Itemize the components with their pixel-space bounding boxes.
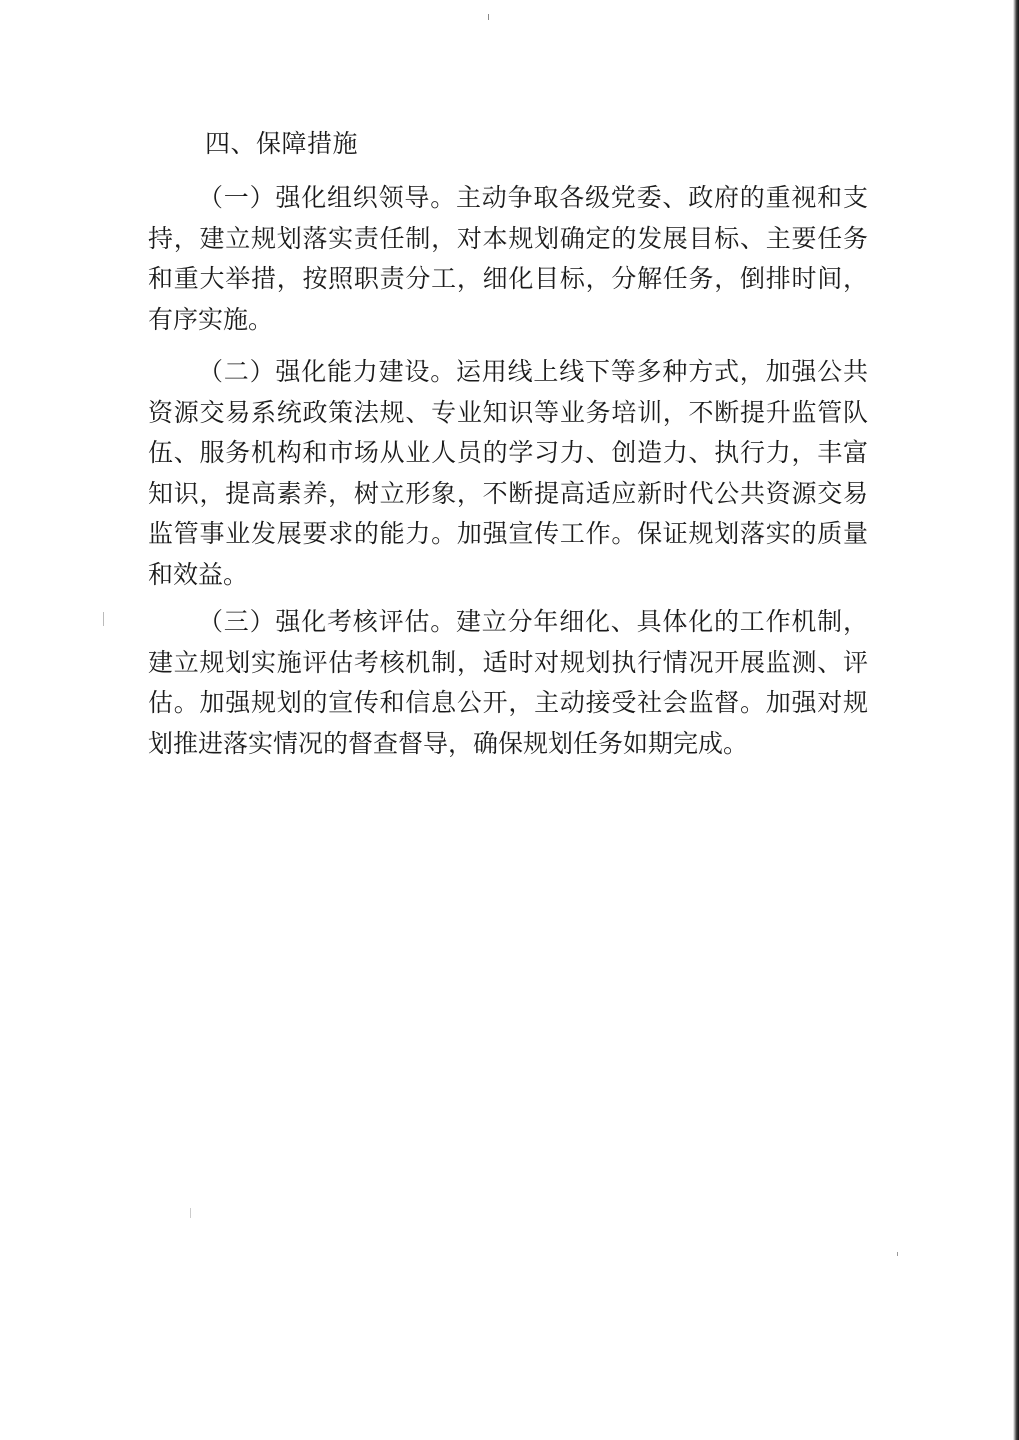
scan-speck [897,1252,898,1256]
section-heading: 四、保障措施 [205,129,359,158]
paragraph-assessment-evaluation: （三）强化考核评估。建立分年细化、具体化的工作机制，建立规划实施评估考核机制，适时对规划执行情况开展监测、评估。加强规划的宣传和信息公开，主动接受社会监督。加强对规划推进落实情况的督查督导，确保规划任务如期完成。 [148,607,868,758]
paragraph-capacity-building: （二）强化能力建设。运用线上线下等多种方式，加强公共资源交易系统政策法规、专业知识等业务培训，不断提升监管队伍、服务机构和市场从业人员的学习力、创造力、执行力，丰富知识，提高素养，树立形象，不断提高适应新时代公共资源交易监管事业发展要求的能力。加强宣传工作。保证规划落实的质量和效益。 [148,357,868,589]
scan-speck [103,612,104,626]
scan-edge-shadow [1013,0,1019,1440]
paragraph-organization-leadership: （一）强化组织领导。主动争取各级党委、政府的重视和支持，建立规划落实责任制，对本规划确定的发展目标、主要任务和重大举措，按照职责分工，细化目标，分解任务，倒排时间，有序实施。 [148,183,868,334]
scan-speck [488,14,489,20]
scan-speck [190,1208,191,1218]
